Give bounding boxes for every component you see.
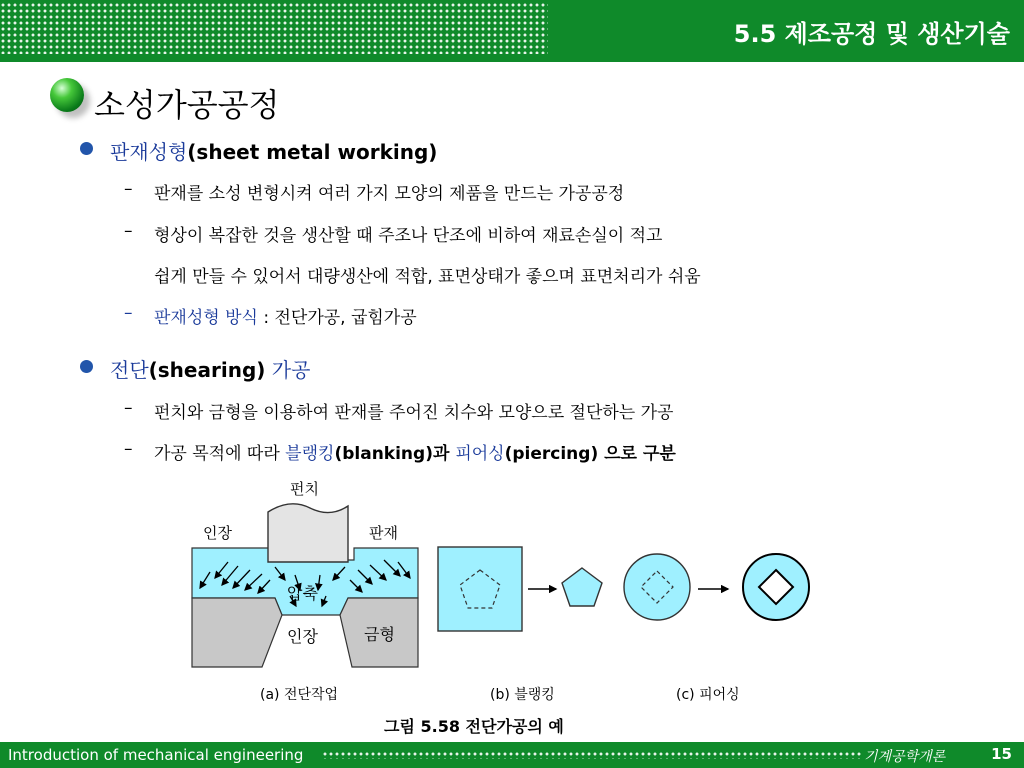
- header-title: 5.5 제조공정 및 생산기술: [733, 20, 1010, 48]
- label-die: 금형: [364, 625, 395, 644]
- blank-product-pentagon: [562, 568, 602, 606]
- list-item: – 형상이 복잡한 것을 생산할 때 주조나 단조에 비하여 재료손실이 적고: [124, 221, 663, 246]
- label-compression: 압축: [287, 584, 318, 603]
- list-item: – 펀치와 금형을 이용하여 판재를 주어진 치수와 모양으로 절단하는 가공: [124, 398, 674, 423]
- page-number: 15: [991, 745, 1012, 763]
- heading-en: (sheet metal working): [187, 140, 438, 164]
- blanking-figure: [438, 547, 602, 631]
- list-item: – 가공 목적에 따라 블랭킹(blanking)과 피어싱(piercing) 으로 구분: [124, 439, 676, 464]
- slide-title: 소성가공공정: [94, 86, 280, 124]
- footer-subject: 기계공학개론: [864, 749, 946, 765]
- pierce-disc: [624, 554, 690, 620]
- caption-shearing: (a) 전단작업: [260, 687, 339, 703]
- blank-sheet-square: [438, 547, 522, 631]
- label-sheet: 판재: [369, 524, 398, 542]
- label-tension-left: 인장: [203, 524, 232, 542]
- figure-caption: 그림 5.58 전단가공의 예: [384, 717, 564, 736]
- label-punch: 펀치: [290, 480, 319, 498]
- piercing-figure: [624, 554, 809, 620]
- die-left-shape: [192, 598, 282, 667]
- caption-blanking: (b) 블랭킹: [490, 687, 555, 703]
- label-tension-bottom: 인장: [287, 627, 318, 646]
- footer-course-title: Introduction of mechanical engineering: [8, 746, 304, 764]
- heading-ko: 판재성형: [110, 140, 188, 164]
- footer-bar: [0, 742, 1024, 768]
- footer-dot-pattern: [322, 751, 862, 759]
- punch-shape: [268, 504, 348, 562]
- list-item-continuation: 쉽게 만들 수 있어서 대량생산에 적합, 표면상태가 좋으며 표면처리가 쉬움: [154, 267, 701, 287]
- caption-piercing: (c) 피어싱: [676, 687, 740, 703]
- section-heading-shearing: 전단(shearing) 가공: [110, 354, 310, 383]
- list-item: – 판재를 소성 변형시켜 여러 가지 모양의 제품을 만드는 가공공정: [124, 179, 625, 204]
- list-item-method: – 판재성형 방식 : 전단가공, 굽힘가공: [124, 303, 417, 328]
